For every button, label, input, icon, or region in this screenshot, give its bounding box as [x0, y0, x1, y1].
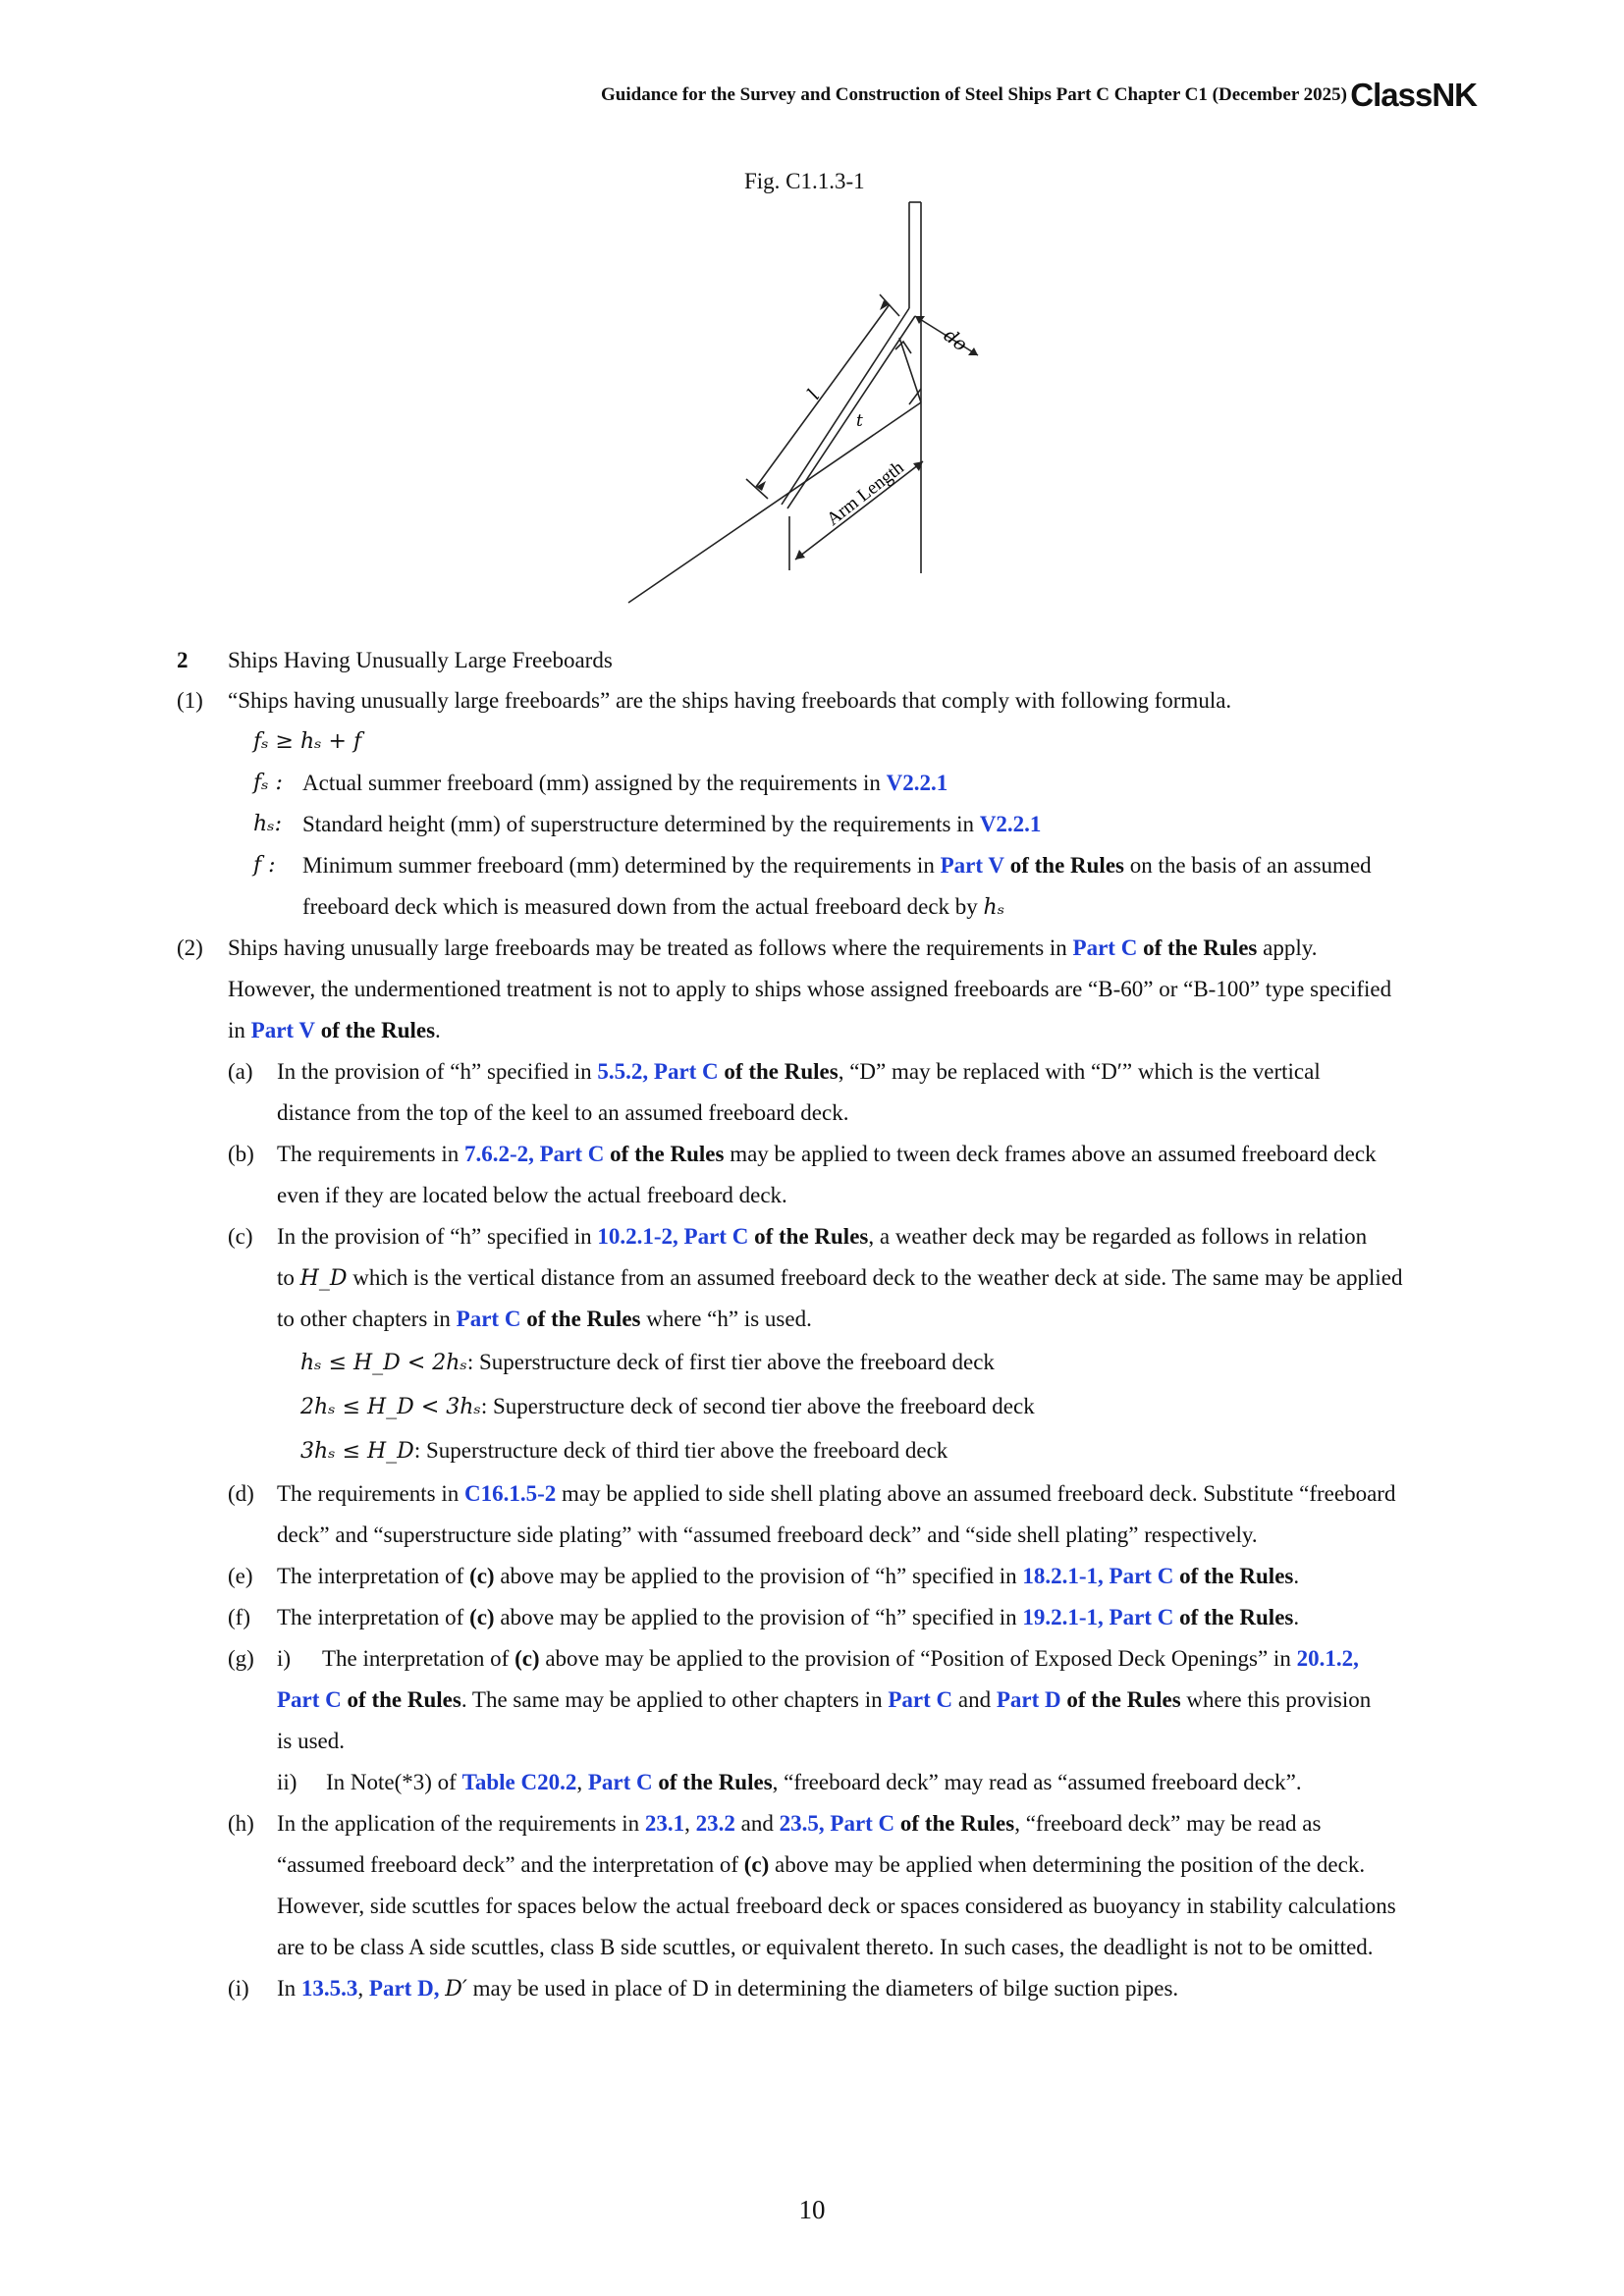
page-header	[0, 79, 1624, 118]
subitem-text: to other chapters in Part C of the Rules where “h” is used.	[277, 1307, 812, 1331]
definition-f	[0, 845, 1624, 888]
subitem-text: The requirements in C16.1.5-2 may be applied to side shell plating above an assumed freeboard deck. Substitute “freeboard	[277, 1481, 1396, 1506]
subitem-g-line-3	[0, 1721, 1624, 1764]
subitem-text: deck” and “superstructure side plating” with “assumed freeboard deck” and “side shell plating” respectively.	[277, 1522, 1258, 1547]
rule-reference-link[interactable]: Part C	[1072, 935, 1138, 960]
header-title: Guidance for the Survey and Construction of Steel Ships Part C Chapter C1 (December 2025)	[601, 84, 1347, 105]
rule-reference-link[interactable]: Part V	[250, 1018, 316, 1042]
section-number: 2	[177, 648, 189, 672]
rule-reference-link[interactable]: Part C	[456, 1307, 521, 1331]
subitem-text: The interpretation of (c) above may be applied to the provision of “Position of Exposed Deck Openings” in 20.1.2,	[322, 1646, 1359, 1671]
item-text: in Part V of the Rules.	[228, 1018, 441, 1042]
subitem-text: to H_D which is the vertical distance from an assumed freeboard deck to the weather deck at side. The same may be applied	[277, 1265, 1403, 1291]
subitem-text: The interpretation of (c) above may be applied to the provision of “h” specified in 19.2.1-1, Part C of the Rules.	[277, 1605, 1300, 1629]
section-heading	[0, 640, 1624, 683]
subitem-text: distance from the top of the keel to an assumed freeboard deck.	[277, 1100, 849, 1125]
subitem-marker-ii: ii)	[277, 1770, 298, 1794]
classnk-logo: ClassNK	[1350, 77, 1477, 113]
subitem-text: even if they are located below the actual freeboard deck.	[277, 1183, 787, 1207]
l-dimension-line	[756, 304, 890, 487]
definition-text: freeboard deck which is measured down from the actual freeboard deck by hₛ	[302, 894, 1005, 920]
rule-reference-link[interactable]: V2.2.1	[886, 771, 948, 795]
label-arm-length: Arm Length	[823, 456, 908, 530]
subitem-marker-i: i)	[277, 1646, 292, 1671]
subitem-h	[0, 1803, 1624, 1846]
subitem-b	[0, 1134, 1624, 1177]
definition-symbol: f :	[253, 853, 276, 878]
subitem-h-line-4	[0, 1927, 1624, 1970]
subitem-text: In Note(*3) of Table C20.2, Part C of the Rules, “freeboard deck” may read as “assumed freeboard deck”.	[326, 1770, 1302, 1794]
subitem-marker: (h)	[228, 1811, 254, 1836]
item-1	[0, 680, 1624, 723]
definition-text: Actual summer freeboard (mm) assigned by the requirements in V2.2.1	[302, 771, 948, 795]
rule-reference-link[interactable]: 10.2.1-2, Part C	[597, 1224, 749, 1249]
subitem-text: In 13.5.3, Part D, D′ may be used in place of D in determining the diameters of bilge suction pipes.	[277, 1976, 1179, 2002]
label-t: t	[856, 411, 863, 431]
rule-reference-link[interactable]: Part D,	[368, 1976, 440, 2001]
subitem-text: In the application of the requirements in 23.1, 23.2 and 23.5, Part C of the Rules, “freeboard deck” may be read as	[277, 1811, 1322, 1836]
subitem-d	[0, 1473, 1624, 1517]
rule-reference-link[interactable]: 23.1	[644, 1811, 685, 1836]
label-l: l	[803, 386, 825, 403]
item-text: “Ships having unusually large freeboards” are the ships having freeboards that comply with following formula.	[228, 688, 1232, 713]
item-2	[0, 928, 1624, 971]
rule-reference-link[interactable]: Table C20.2	[461, 1770, 577, 1794]
tier-text: hₛ ≤ H_D < 2hₛ: Superstructure deck of first tier above the freeboard deck	[300, 1350, 995, 1375]
subitem-text: In the provision of “h” specified in 10.2.1-2, Part C of the Rules, a weather deck may be regarded as follows in relation	[277, 1224, 1368, 1249]
subitem-g-line-2	[0, 1680, 1624, 1723]
rule-reference-link[interactable]: 19.2.1-1, Part C	[1022, 1605, 1174, 1629]
subitem-a	[0, 1051, 1624, 1095]
subitem-text: The interpretation of (c) above may be applied to the provision of “h” specified in 18.2.1-1, Part C of the Rules.	[277, 1564, 1300, 1588]
item-2-line-2	[0, 969, 1624, 1012]
rule-reference-link[interactable]: C16.1.5-2	[463, 1481, 557, 1506]
rule-reference-link[interactable]: Part C	[277, 1687, 342, 1712]
item-marker: (2)	[177, 935, 203, 960]
subitem-marker: (a)	[228, 1059, 253, 1084]
figure-title: Fig. C1.1.3-1	[744, 169, 865, 193]
rule-reference-link[interactable]: 18.2.1-1, Part C	[1022, 1564, 1174, 1588]
subitem-c-line-3	[0, 1299, 1624, 1342]
subitem-h-line-3	[0, 1886, 1624, 1929]
tier-condition-1	[0, 1342, 1624, 1385]
page-number: 10	[798, 2195, 826, 2224]
definition-hs	[0, 804, 1624, 847]
subitem-g	[0, 1638, 1624, 1682]
subitem-text: In the provision of “h” specified in 5.5.2, Part C of the Rules, “D” may be replaced with “D′” which is the vertical	[277, 1059, 1321, 1084]
definition-fs	[0, 763, 1624, 806]
subitem-text: is used.	[277, 1729, 345, 1753]
rule-reference-link[interactable]: Part V	[940, 853, 1004, 878]
tier-condition-3	[0, 1430, 1624, 1473]
subitem-a-line-2	[0, 1093, 1624, 1136]
subitem-d-line-2	[0, 1515, 1624, 1558]
tier-text: 2hₛ ≤ H_D < 3hₛ: Superstructure deck of second tier above the freeboard deck	[300, 1394, 1035, 1419]
arm-length-diagram	[589, 192, 1021, 614]
definition-text: Standard height (mm) of superstructure determined by the requirements in V2.2.1	[302, 812, 1042, 836]
rule-reference-link[interactable]: 23.2	[695, 1811, 735, 1836]
rule-reference-link[interactable]: Part C	[888, 1687, 953, 1712]
rule-reference-link[interactable]: 23.5, Part C	[779, 1811, 895, 1836]
rule-reference-link[interactable]: 20.1.2,	[1296, 1646, 1359, 1671]
definition-text: Minimum summer freeboard (mm) determined by the requirements in Part V of the Rules on the basis of an assumed	[302, 853, 1372, 878]
subitem-text: The requirements in 7.6.2-2, Part C of the Rules may be applied to tween deck frames above an assumed freeboard deck	[277, 1142, 1377, 1166]
formula-line	[0, 721, 1624, 765]
subitem-marker: (c)	[228, 1224, 253, 1249]
definition-f-cont	[0, 886, 1624, 930]
subitem-text: Part C of the Rules. The same may be applied to other chapters in Part C and Part D of the Rules where this provision	[277, 1687, 1372, 1712]
subitem-e	[0, 1556, 1624, 1599]
rule-reference-link[interactable]: V2.2.1	[979, 812, 1042, 836]
rule-reference-link[interactable]: 5.5.2, Part C	[597, 1059, 719, 1084]
definition-symbol: fₛ :	[253, 771, 283, 795]
tier-condition-2	[0, 1386, 1624, 1429]
section-title: Ships Having Unusually Large Freeboards	[228, 648, 613, 672]
subitem-marker: (e)	[228, 1564, 253, 1588]
formula: fₛ ≥ hₛ + f	[253, 729, 362, 754]
item-text: Ships having unusually large freeboards may be treated as follows where the requirements in Part C of the Rules apply.	[228, 935, 1318, 960]
tier-text: 3hₛ ≤ H_D: Superstructure deck of third tier above the freeboard deck	[300, 1438, 948, 1464]
subitem-marker: (f)	[228, 1605, 250, 1629]
rule-reference-link[interactable]: Part C	[587, 1770, 653, 1794]
subitem-c	[0, 1216, 1624, 1259]
subitem-marker: (b)	[228, 1142, 254, 1166]
rule-reference-link[interactable]: 7.6.2-2, Part C	[463, 1142, 605, 1166]
rule-reference-link[interactable]: Part D	[996, 1687, 1061, 1712]
subitem-text: However, side scuttles for spaces below the actual freeboard deck or spaces considered as buoyancy in stability calculations	[277, 1894, 1396, 1918]
label-do: do	[939, 324, 972, 356]
item-marker: (1)	[177, 688, 203, 713]
subitem-g-ii	[0, 1762, 1624, 1805]
item-text: However, the undermentioned treatment is not to apply to ships whose assigned freeboards are “B-60” or “B-100” type specified	[228, 977, 1392, 1001]
subitem-h-line-2	[0, 1844, 1624, 1888]
subitem-i	[0, 1968, 1624, 2011]
rule-reference-link[interactable]: 13.5.3	[300, 1976, 358, 2001]
subitem-c-line-2	[0, 1257, 1624, 1301]
subitem-text: are to be class A side scuttles, class B side scuttles, or equivalent thereto. In such cases, the deadlight is not to be omitted.	[277, 1935, 1374, 1959]
definition-symbol: hₛ:	[253, 812, 282, 836]
subitem-b-line-2	[0, 1175, 1624, 1218]
subitem-text: “assumed freeboard deck” and the interpretation of (c) above may be applied when determining the position of the deck.	[277, 1852, 1366, 1877]
item-2-line-3	[0, 1010, 1624, 1053]
subitem-marker: (i)	[228, 1976, 249, 2001]
subitem-f	[0, 1597, 1624, 1640]
subitem-marker: (g)	[228, 1646, 254, 1671]
subitem-marker: (d)	[228, 1481, 254, 1506]
deck-line	[628, 402, 921, 603]
